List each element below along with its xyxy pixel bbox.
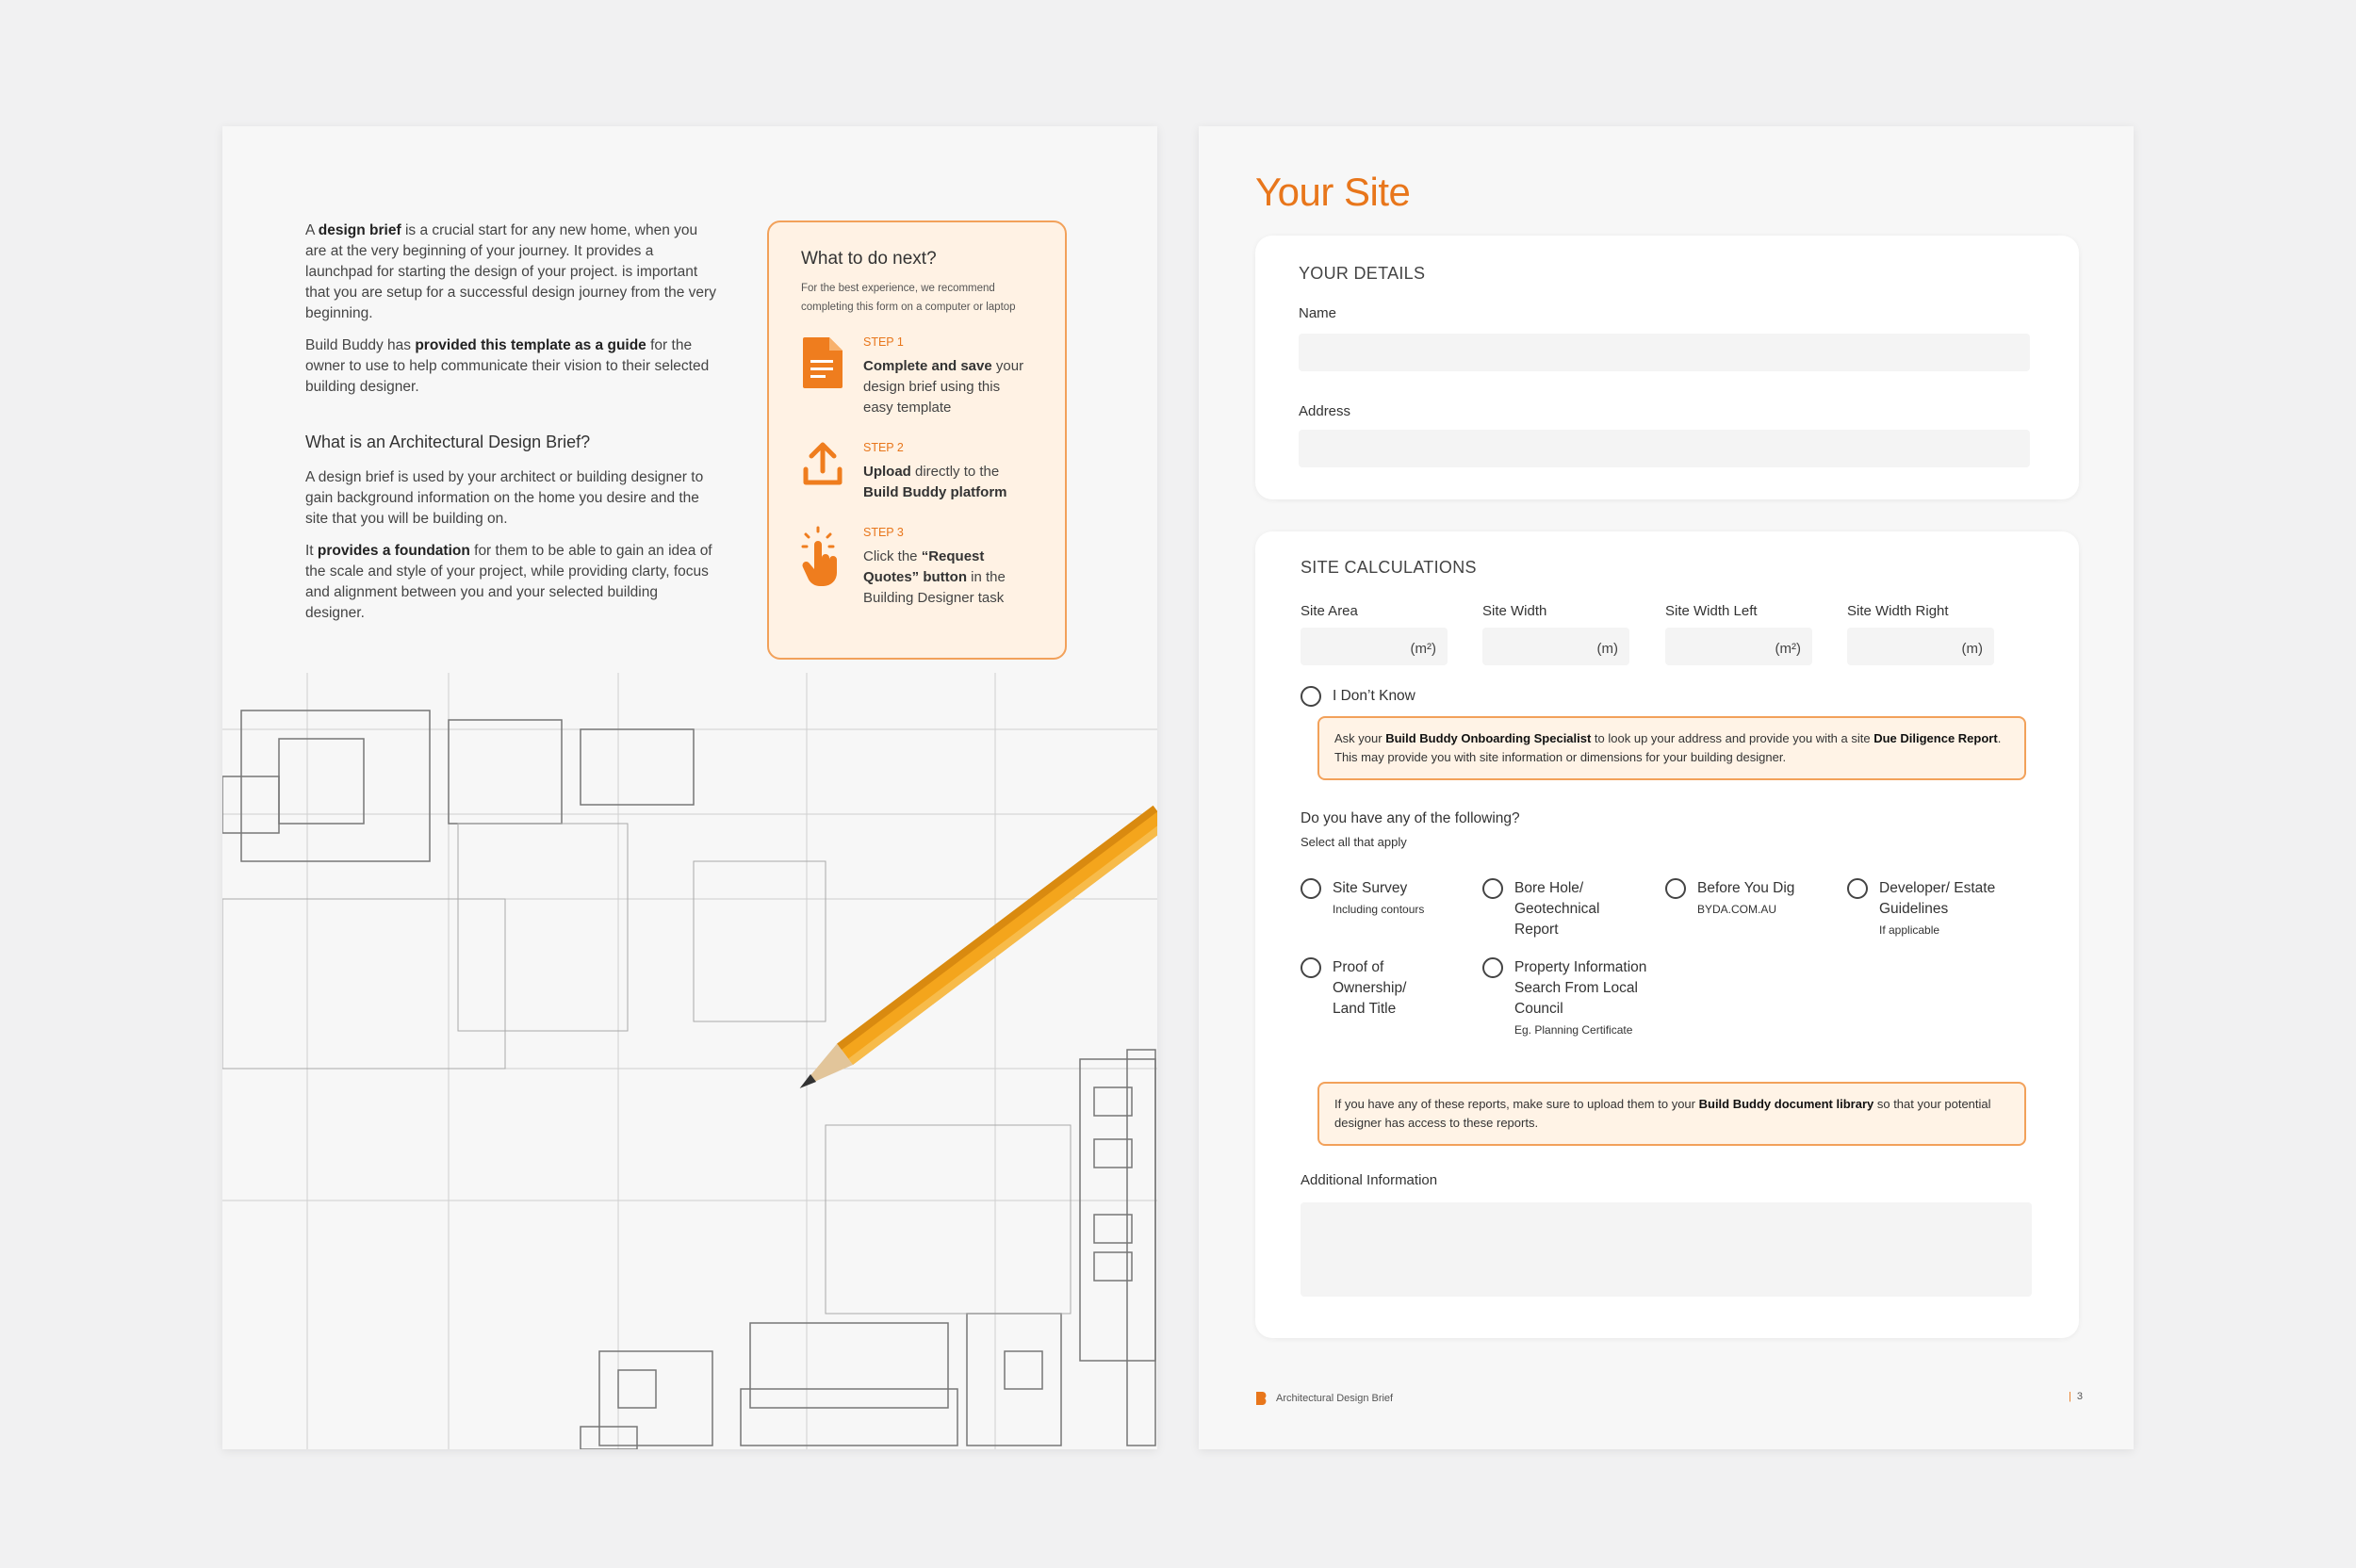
- todo-title: What to do next?: [801, 249, 937, 269]
- blueprint-illustration: [222, 673, 1157, 1449]
- site-width-unit: (m): [1596, 641, 1618, 657]
- before-you-dig-radio[interactable]: [1665, 878, 1686, 899]
- before-you-dig-note: BYDA.COM.AU: [1697, 903, 1777, 916]
- site-survey-radio[interactable]: [1301, 878, 1321, 899]
- step-1-text: Complete and save your design brief using this easy template: [863, 358, 1024, 416]
- site-width-right-unit: (m): [1961, 641, 1983, 657]
- developer-guidelines-note: If applicable: [1879, 923, 1940, 937]
- site-calculations-card: [1255, 531, 2079, 1338]
- option-bore-hole[interactable]: [1482, 878, 1652, 940]
- page-right: [1199, 126, 2134, 1449]
- page-number: | 3: [2069, 1391, 2083, 1402]
- page-footer: [1255, 1391, 1393, 1406]
- site-width-label: Site Width: [1482, 603, 1547, 619]
- option-site-survey[interactable]: [1301, 878, 1470, 918]
- step-2-label: STEP 2: [863, 441, 904, 454]
- bore-hole-radio[interactable]: [1482, 878, 1503, 899]
- what-to-do-next-box: [767, 220, 1067, 660]
- todo-subtitle: For the best experience, we recommend completing this form on a computer or laptop: [801, 283, 1016, 313]
- site-width-left-unit: (m²): [1775, 641, 1801, 657]
- before-you-dig-label: Before You Dig: [1697, 880, 1795, 896]
- developer-guidelines-radio[interactable]: [1847, 878, 1868, 899]
- site-width-right-field[interactable]: [1847, 628, 1994, 665]
- step-3-label: STEP 3: [863, 526, 904, 539]
- step-2: [801, 441, 1033, 503]
- upload-notice: If you have any of these reports, make sure to upload them to your Build Buddy document library so that your potential designer has access to these reports.: [1317, 1082, 2026, 1146]
- site-area-label: Site Area: [1301, 603, 1358, 619]
- your-details-heading: YOUR DETAILS: [1299, 264, 1426, 283]
- site-width-field[interactable]: [1482, 628, 1629, 665]
- site-width-right-label: Site Width Right: [1847, 603, 1949, 619]
- intro-paragraph-2: Build Buddy has provided this template as a guide for the owner to use to help communicate their vision to their selected building designer.: [305, 337, 710, 395]
- property-information-radio[interactable]: [1482, 957, 1503, 978]
- additional-info-label: Additional Information: [1301, 1172, 1438, 1188]
- site-width-left-field[interactable]: [1665, 628, 1812, 665]
- site-area-field[interactable]: [1301, 628, 1448, 665]
- option-proof-of-ownership[interactable]: [1301, 957, 1470, 1020]
- step-3-text: Click the “Request Quotes” button in the Building Designer task: [863, 548, 1006, 606]
- reports-question: Do you have any of the following?: [1301, 810, 1520, 826]
- reports-question-sub: Select all that apply: [1301, 835, 1407, 849]
- build-buddy-logo-icon: [1255, 1391, 1268, 1406]
- additional-info-field[interactable]: [1301, 1202, 2032, 1297]
- step-1: [801, 335, 1033, 418]
- property-information-note: Eg. Planning Certificate: [1514, 1023, 1633, 1037]
- intro-paragraph-3: A design brief is used by your architect or building designer to gain background information on the home you desire and the site that you will be building on.: [305, 469, 704, 527]
- page-title: Your Site: [1255, 170, 1411, 214]
- address-field[interactable]: [1299, 430, 2030, 467]
- intro-paragraph-1: A design brief is a crucial start for any new home, when you are at the very beginning of your journey. It provides a launchpad for starting the design of your project. is important that you are setup for a successful design journey from the very beginning.: [305, 222, 716, 321]
- intro-text: [305, 220, 720, 635]
- site-survey-label: Site Survey: [1333, 880, 1408, 896]
- intro-paragraph-4: It provides a foundation for them to be able to gain an idea of the scale and style of your project, while providing clarty, focus and alignment between you and your selected building designer.: [305, 543, 712, 621]
- dont-know-option[interactable]: [1301, 686, 1415, 707]
- tap-icon: [801, 526, 844, 609]
- upload-icon: [801, 441, 844, 503]
- step-3: [801, 526, 1033, 609]
- address-label: Address: [1299, 403, 1351, 419]
- name-field[interactable]: [1299, 334, 2030, 371]
- proof-of-ownership-radio[interactable]: [1301, 957, 1321, 978]
- onboarding-notice: Ask your Build Buddy Onboarding Specialist to look up your address and provide you with a site Due Diligence Report. This may provide you with site information or dimensions for your building designer.: [1317, 716, 2026, 780]
- your-details-card: [1255, 236, 2079, 499]
- property-information-label: Property Information Search From Local Council: [1514, 959, 1647, 1017]
- bore-hole-label: Bore Hole/ Geotechnical Report: [1514, 880, 1600, 938]
- footer-doc-title: Architectural Design Brief: [1276, 1393, 1394, 1404]
- step-2-text: Upload directly to the Build Buddy platform: [863, 464, 1007, 500]
- option-property-information[interactable]: [1482, 957, 1671, 1038]
- document-icon: [801, 335, 844, 418]
- option-before-you-dig[interactable]: [1665, 878, 1835, 918]
- page-left: [222, 126, 1157, 1449]
- dont-know-label: I Don’t Know: [1333, 688, 1415, 704]
- section-heading: What is an Architectural Design Brief?: [305, 433, 591, 451]
- site-survey-note: Including contours: [1333, 903, 1425, 916]
- step-1-label: STEP 1: [863, 335, 904, 349]
- site-area-unit: (m²): [1410, 641, 1436, 657]
- dont-know-radio[interactable]: [1301, 686, 1321, 707]
- site-calculations-heading: SITE CALCULATIONS: [1301, 558, 1477, 577]
- proof-of-ownership-label: Proof of Ownership/ Land Title: [1333, 959, 1407, 1017]
- name-label: Name: [1299, 305, 1337, 321]
- site-width-left-label: Site Width Left: [1665, 603, 1758, 619]
- developer-guidelines-label: Developer/ Estate Guidelines: [1879, 880, 1996, 917]
- option-developer-guidelines[interactable]: [1847, 878, 2036, 939]
